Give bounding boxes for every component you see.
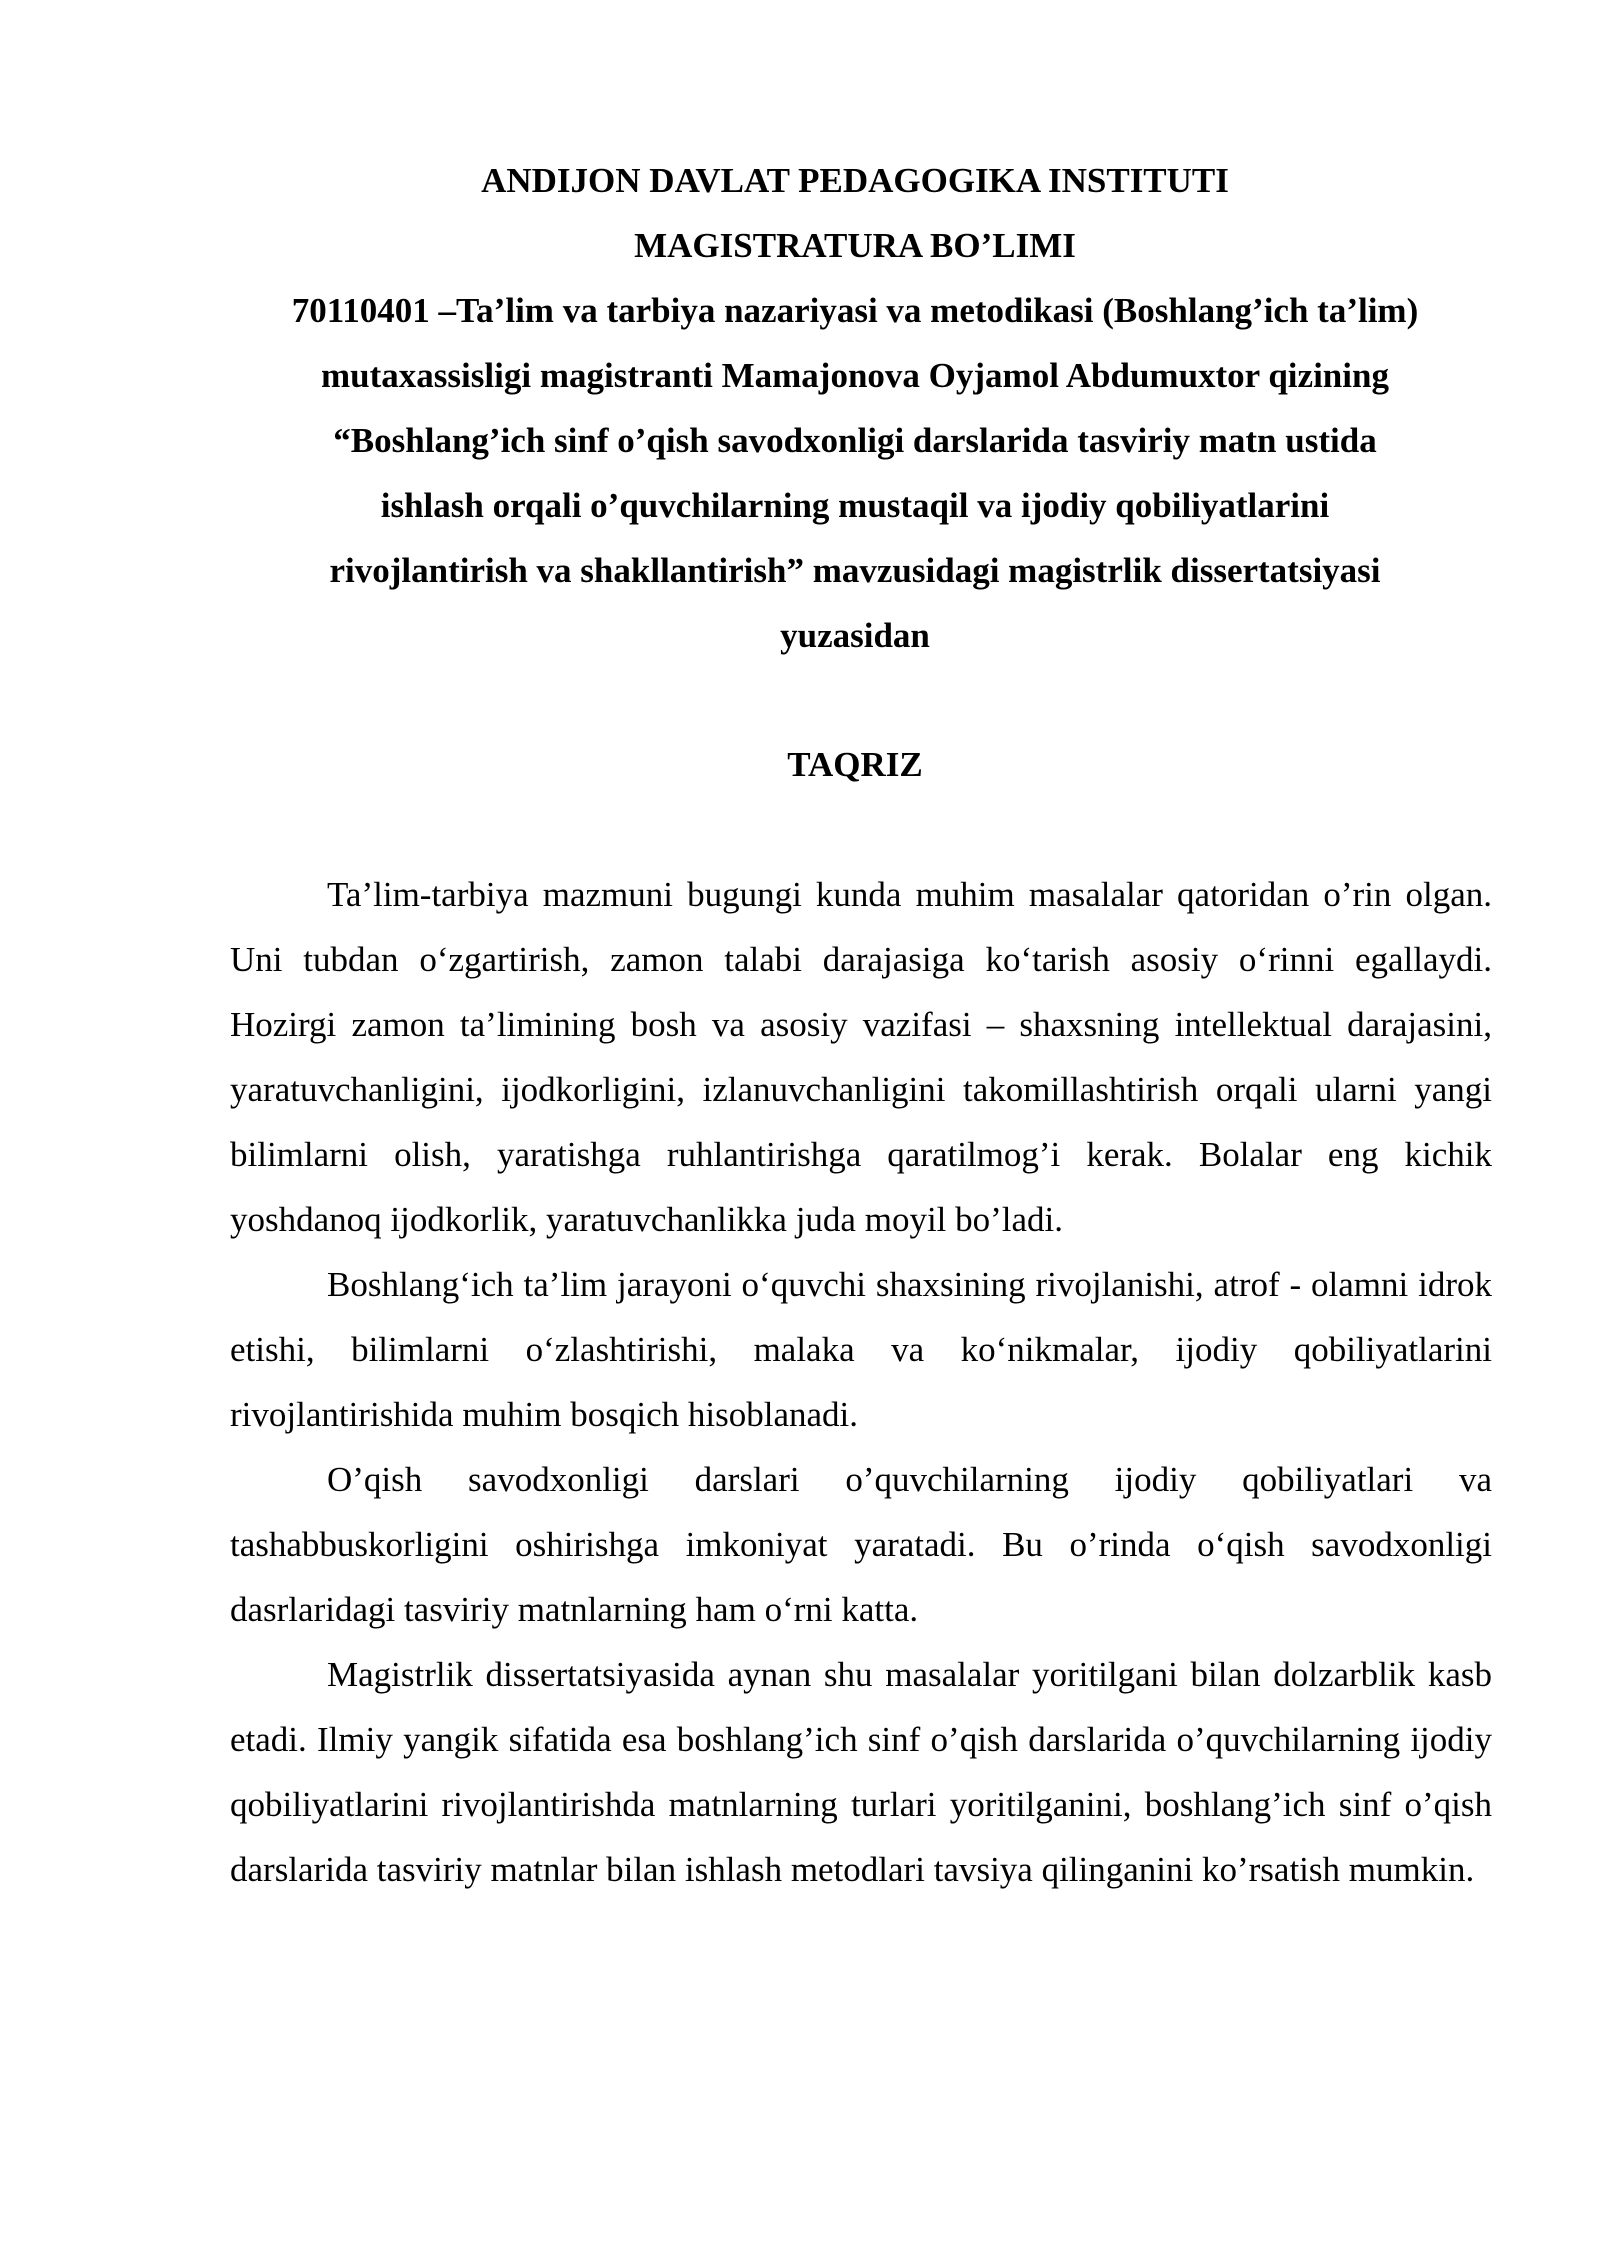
student-line: mutaxassisligi magistranti Mamajonova Oyjamol Abdumuxtor qizining xyxy=(321,356,1389,395)
body-paragraph-4: Magistrlik dissertatsiyasida aynan shu masalalar yoritilgani bilan dolzarblik kasb etadi. Ilmiy yangik sifatida esa boshlang’ich sinf o’qish darslarida o’quvchilarning ijodiy qobiliyatlarini rivojlantirishda matnlarning turlari yoritilganini, boshlang’ich sinf o’qish darslarida tasviriy matnlar bilan ishlash metodlari tavsiya qilinganini ko’rsatish mumkin. xyxy=(230,1655,1492,1889)
document-header xyxy=(200,148,1510,668)
department-name: MAGISTRATURA BO’LIMI xyxy=(634,226,1076,265)
document-body xyxy=(230,862,1492,1902)
topic-line-3: rivojlantirish va shakllantirish” mavzusidagi magistrlik dissertatsiyasi xyxy=(329,551,1381,590)
body-paragraph-1: Ta’lim-tarbiya mazmuni bugungi kunda muhim masalalar qatoridan o’rin olgan. Uni tubdan o‘zgartirish, zamon talabi darajasiga ko‘tarish asosiy o‘rinni egallaydi. Hozirgi zamon ta’limining bosh va asosiy vazifasi – shaxsning intellektual darajasini, yaratuvchanligini, ijodkorligini, izlanuvchanligini takomillashtirish orqali ularni yangi bilimlarni olish, yaratishga ruhlantirishga qaratilmog’i kerak. Bolalar eng kichik yoshdanoq ijodkorlik, yaratuvchanlikka juda moyil bo’ladi. xyxy=(230,875,1492,1239)
specialty-line: 70110401 –Ta’lim va tarbiya nazariyasi va metodikasi (Boshlang’ich ta’lim) xyxy=(291,291,1419,330)
topic-line-1: “Boshlang’ich sinf o’qish savodxonligi darslarida tasviriy matn ustida xyxy=(333,421,1377,460)
body-paragraph-2: Boshlang‘ich ta’lim jarayoni o‘quvchi shaxsining rivojlanishi, atrof - olamni idrok etishi, bilimlarni o‘zlashtirishi, malaka va ko‘nikmalar, ijodiy qobiliyatlarini rivojlantirishida muhim bosqich hisoblanadi. xyxy=(230,1265,1492,1434)
institution-name: ANDIJON DAVLAT PEDAGOGIKA INSTITUTI xyxy=(481,161,1229,200)
body-paragraph-3: O’qish savodxonligi darslari o’quvchilarning ijodiy qobiliyatlari va tashabbuskorligini oshirishga imkoniyat yaratadi. Bu o’rinda o‘qish savodxonligi dasrlaridagi tasviriy matnlarning ham o‘rni katta. xyxy=(230,1460,1492,1629)
topic-line-2: ishlash orqali o’quvchilarning mustaqil va ijodiy qobiliyatlarini xyxy=(380,486,1330,525)
document-title: TAQRIZ xyxy=(787,745,923,784)
topic-line-4: yuzasidan xyxy=(780,616,930,655)
